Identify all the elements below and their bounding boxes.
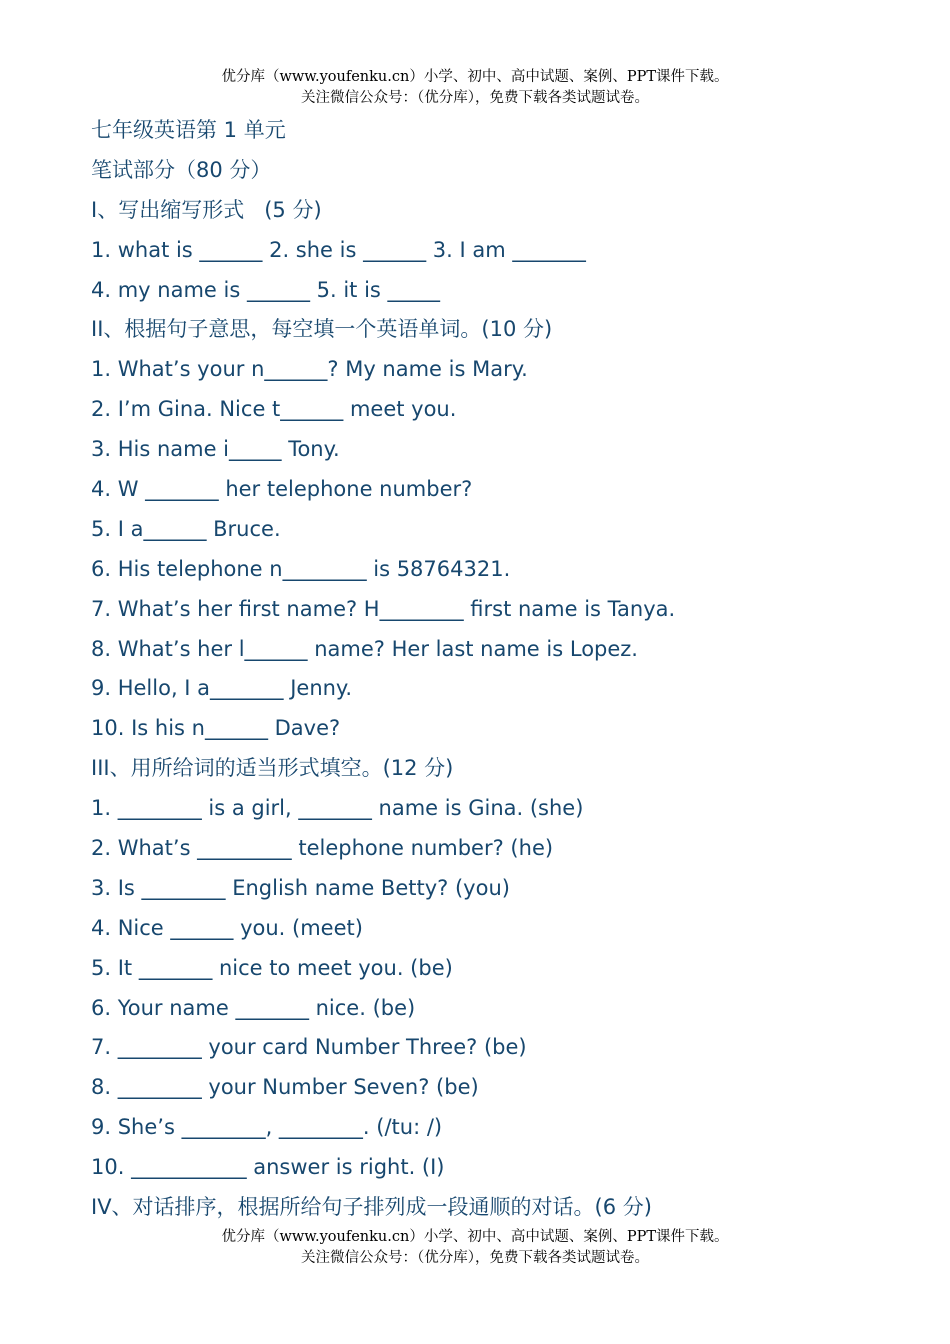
section-3-question: 3. Is ________ English name Betty? (you) xyxy=(91,875,510,900)
header-line-2: 关注微信公众号：（优分库），免费下载各类试题试卷。 xyxy=(301,90,649,106)
section-2-heading: II、根据句子意思，每空填一个英语单词。(10 分) xyxy=(91,317,553,342)
section-3-question: 1. ________ is a girl, _______ name is Gina. (she) xyxy=(91,796,584,821)
section-3-question: 2. What’s _________ telephone number? (he) xyxy=(91,836,554,861)
section-3-question: 6. Your name _______ nice. (be) xyxy=(91,995,416,1020)
section-2-question: 10. Is his n______ Dave? xyxy=(91,716,341,741)
header-line-1: 优分库（www.youfenku.cn）小学、初中、高中试题、案例、PPT课件下载。 xyxy=(221,69,729,85)
section-1-line: 4. my name is ______ 5. it is _____ xyxy=(91,277,441,302)
section-3-question: 7. ________ your card Number Three? (be) xyxy=(91,1035,527,1060)
section-2-question: 2. I’m Gina. Nice t______ meet you. xyxy=(91,397,457,422)
section-1-heading: I、写出缩写形式 (5 分) xyxy=(91,197,322,222)
section-2-question: 7. What’s her first name? H________ first name is Tanya. xyxy=(91,596,676,621)
section-2-question: 1. What’s your n______? My name is Mary. xyxy=(91,357,528,382)
section-2-question: 3. His name i_____ Tony. xyxy=(91,437,340,462)
footer-line-1: 优分库（www.youfenku.cn）小学、初中、高中试题、案例、PPT课件下载。 xyxy=(221,1229,729,1245)
section-3-heading: III、用所给词的适当形式填空。(12 分) xyxy=(91,756,454,781)
section-2-question: 9. Hello, I a_______ Jenny. xyxy=(91,676,353,701)
section-3-question: 9. She’s ________, ________. (/tu: /) xyxy=(91,1115,443,1140)
section-2-question: 5. I a______ Bruce. xyxy=(91,516,281,541)
section-3-question: 5. It _______ nice to meet you. (be) xyxy=(91,955,453,980)
worksheet-body xyxy=(91,113,931,1230)
footer-line-2: 关注微信公众号：（优分库），免费下载各类试题试卷。 xyxy=(301,1250,649,1266)
section-4-heading: IV、对话排序，根据所给句子排列成一段通顺的对话。(6 分) xyxy=(91,1195,652,1220)
section-1-line: 1. what is ______ 2. she is ______ 3. I am _______ xyxy=(91,237,586,262)
section-3-question: 4. Nice ______ you. (meet) xyxy=(91,915,363,940)
section-3-question: 10. ___________ answer is right. (I) xyxy=(91,1155,445,1180)
page-header xyxy=(0,67,950,109)
worksheet-title: 七年级英语第 1 单元 xyxy=(91,118,286,142)
section-2-question: 6. His telephone n________ is 58764321. xyxy=(91,556,511,581)
page-footer xyxy=(0,1227,950,1269)
section-3-question: 8. ________ your Number Seven? (be) xyxy=(91,1075,479,1100)
section-2-question: 4. W _______ her telephone number? xyxy=(91,477,473,502)
section-2-question: 8. What’s her l______ name? Her last name is Lopez. xyxy=(91,636,638,661)
worksheet-subtitle: 笔试部分（80 分） xyxy=(91,157,272,182)
